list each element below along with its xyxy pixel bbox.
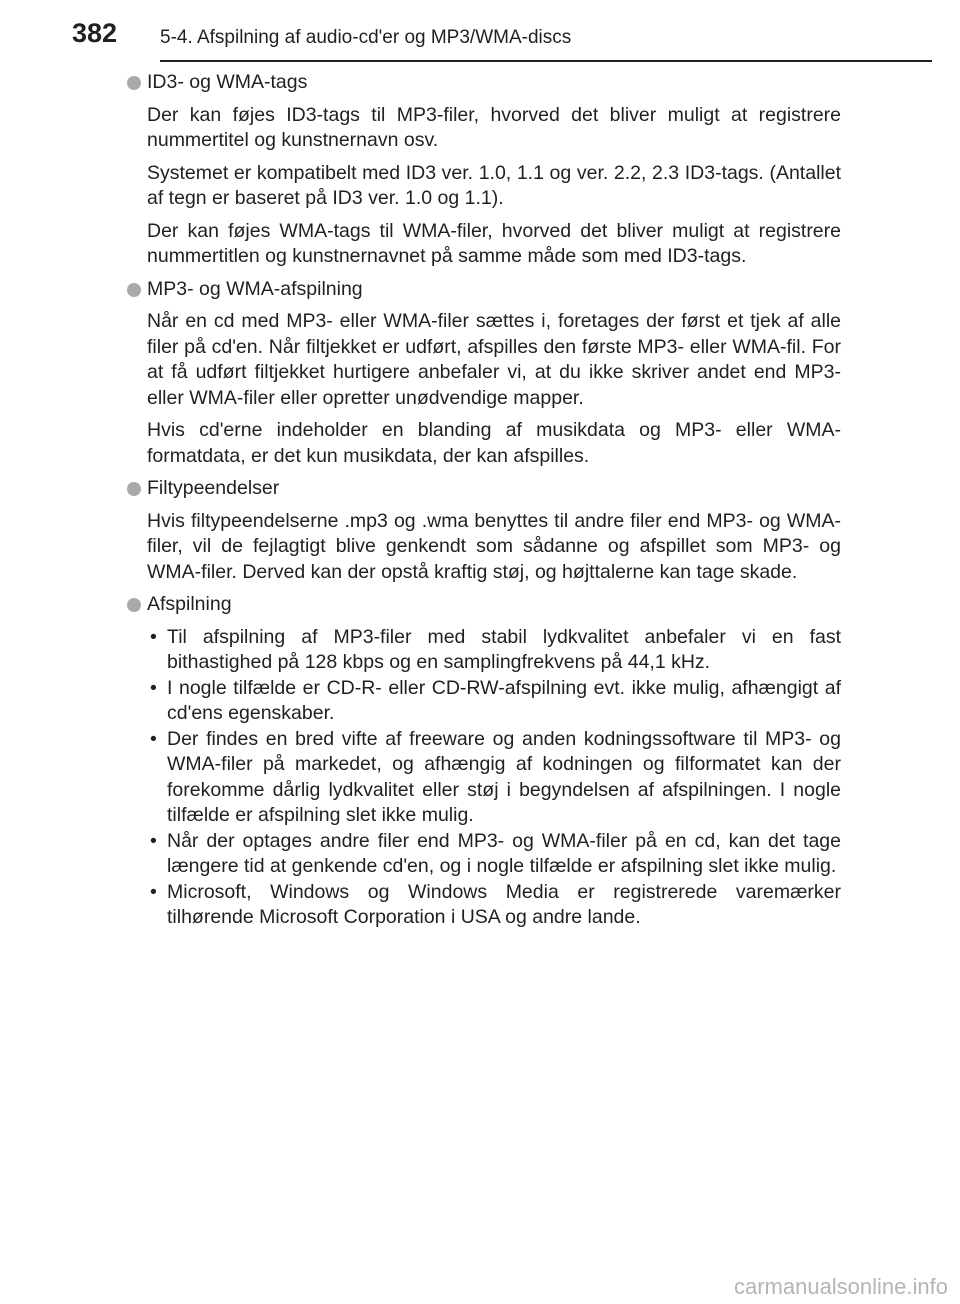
list-bullet-icon: •: [150, 829, 157, 852]
list-item: [147, 880, 841, 931]
paragraph: Der kan føjes WMA-tags til WMA-filer, hvorved det bliver muligt at registrere nummertitlen og kunstnernavnet på samme måde som med ID3-tags.: [147, 219, 841, 267]
list-item-text: Til afspilning af MP3-filer med stabil lydkvalitet anbefaler vi en fast bithastighed på 128 kbps og en samplingfrekvens på 44,1 kHz.: [167, 625, 841, 673]
section-title-text: ID3- og WMA-tags: [147, 71, 308, 93]
section-title: [127, 70, 841, 96]
paragraph: Når en cd med MP3- eller WMA-filer sættes i, foretages der først et tjek af alle filer på cd'en. Når filtjekket er udført, afspilles den første MP3- eller WMA-fil. For at få udført filtjekket hurtigere anbefaler vi, at du ikke skriver andet end MP3- eller WMA-filer eller opretter unødvendige mapper.: [147, 310, 841, 409]
list-item-text: Når der optages andre filer end MP3- og WMA-filer på en cd, kan det tage længere tid at genkende cd'en, og i nogle tilfælde er afspilning slet ikke mulig.: [167, 829, 841, 877]
list-bullet-icon: •: [150, 625, 157, 648]
paragraph: Hvis cd'erne indeholder en blanding af musikdata og MP3- eller WMA-formatdata, er det kun musikdata, der kan afspilles.: [147, 419, 841, 467]
list-bullet-icon: •: [150, 727, 157, 750]
header-rule: [160, 60, 932, 62]
list-bullet-icon: •: [150, 880, 157, 903]
section-file-extensions: [127, 476, 841, 585]
section-title-text: Filtypeendelser: [147, 477, 280, 499]
list-item: [147, 829, 841, 880]
list-bullet-icon: •: [150, 676, 157, 699]
section-playback: [127, 592, 841, 931]
paragraph: Systemet er kompatibelt med ID3 ver. 1.0, 1.1 og ver. 2.2, 2.3 ID3-tags. (Antallet af tegn er baseret på ID3 ver. 1.0 og 1.1).: [147, 161, 841, 209]
bullet-dot-icon: [127, 598, 141, 612]
page-number: 382: [72, 18, 118, 48]
section-id3-wma-tags: [127, 70, 841, 270]
section-title-text: Afspilning: [147, 593, 232, 615]
paragraph: Hvis filtypeendelserne .mp3 og .wma benyttes til andre filer end MP3- og WMA-filer, vil de fejlagtigt blive genkendt som sådanne og afspillet som MP3- og WMA-filer. Derved kan der opstå kraftig støj, og højttalerne kan tage skade.: [147, 509, 841, 583]
section-title-text: MP3- og WMA-afspilning: [147, 277, 363, 300]
list-item-text: Microsoft, Windows og Windows Media er registrerede varemærker tilhørende Microsoft Corporation i USA og andre lande.: [167, 880, 841, 928]
list-item: [147, 676, 841, 727]
page-content: [127, 70, 841, 938]
section-title: [127, 277, 841, 303]
page-header: [72, 14, 932, 62]
bullet-dot-icon: [127, 482, 141, 496]
bullet-dot-icon: [127, 283, 141, 297]
bullet-dot-icon: [127, 76, 141, 90]
list-item: [147, 625, 841, 676]
watermark: carmanualsonline.info: [733, 1274, 948, 1299]
list-item-text: Der findes en bred vifte af freeware og anden kodningssoftware til MP3- og WMA-filer på markedet, og afhængig af kodningen og filformatet kan der forekomme dårlig lydkvalitet eller støj i begyndelsen af afspilningen. I nogle tilfælde er afspilning slet ikke mulig.: [167, 727, 841, 826]
list-item-text: I nogle tilfælde er CD-R- eller CD-RW-afspilning evt. ikke mulig, afhængigt af cd'ens egenskaber.: [167, 676, 841, 724]
running-head: 5-4. Afspilning af audio-cd'er og MP3/WMA-discs: [160, 27, 572, 48]
list-item: [147, 727, 841, 829]
section-title: [127, 592, 841, 618]
section-mp3-wma-playback: [127, 277, 841, 470]
section-title: [127, 476, 841, 502]
paragraph: Der kan føjes ID3-tags til MP3-filer, hvorved det bliver muligt at registrere nummertitel og kunstnernavn osv.: [147, 103, 841, 151]
bullet-list: [127, 625, 841, 931]
